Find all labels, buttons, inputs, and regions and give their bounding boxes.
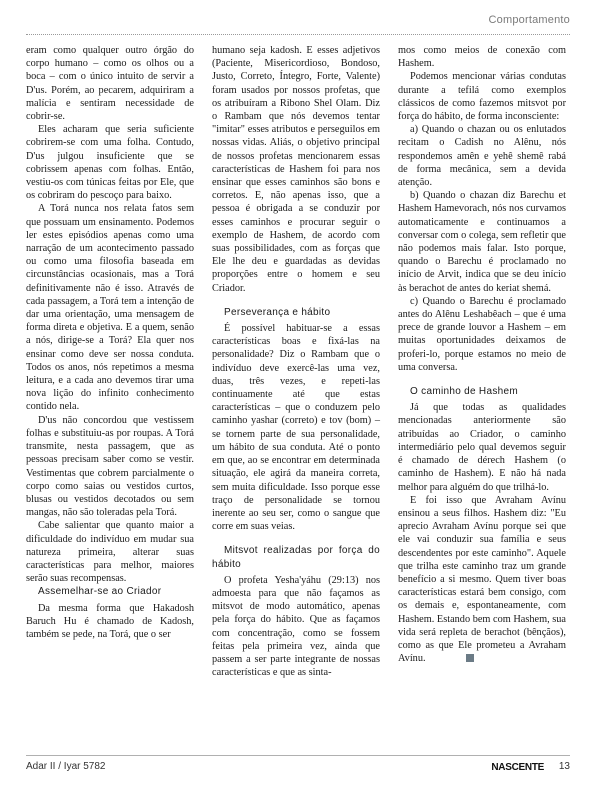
paragraph: eram como qualquer outro órgão do corpo humano – como os olhos ou a boca – com o único intuito de servir a D'us. Porém, ao pecarem, adquiriram a malícia e sentiram necessidade de cobrir-se. <box>26 45 194 123</box>
magazine-logo: NASCENTE <box>491 762 544 773</box>
issue-label: Adar II / Iyar 5782 <box>26 761 106 772</box>
column-3 <box>398 44 566 665</box>
paragraph: Cabe salientar que quanto maior a dificuldade do indivíduo em mudar sua natureza primeira, alterar suas características para melhor, maiores serão suas recompensas. <box>26 520 194 585</box>
paragraph: Podemos mencionar várias condutas durante a tefilá como exemplos clássicos de como fazemos mitsvot por força do hábito, de forma inconsciente: <box>398 71 566 123</box>
paragraph: A Torá nunca nos relata fatos sem que possuam um ensinamento. Podemos ler estes episódios apenas como uma narração de um acontecimento passado ou como uma filosofia baseada em circunstâncias ocasionais, mas a Torá definitivamente não é isso. Através de cada passagem, a Torá tem a intenção de dar uma orientação, uma mensagem de forma direta e objetiva. E a quem, senão a nós, dirige-se a Torá? Ela quer nos ensinar como deve ser nossa conduta. Todos os anos, nós repetimos a mesma leitura, e a cada ano devemos tirar uma nova lição do infinito conhecimento contido nela. <box>26 203 194 413</box>
column-2 <box>212 44 380 679</box>
paragraph: O profeta Yesha'yáhu (29:13) nos admoesta para que não façamos as mitsvot de modo automático, apenas pela força do hábito. Que as façamos com concentração, como se fossem feitas pela primeira vez, ainda que passem a ser parte integrante de nossas características e que as sinta- <box>212 574 380 679</box>
footer-divider <box>26 755 570 756</box>
subheading: O caminho de Hashem <box>410 386 518 398</box>
paragraph <box>398 494 566 666</box>
paragraph: a) Quando o chazan ou os enlutados recitam o Cadish no Alênu, nós respondemos amên e yehê shemê rabá de forma mecânica, sem a devida atenção. <box>398 124 566 189</box>
paragraph: b) Quando o chazan diz Barechu et Hashem Hamevorach, nós nos curvamos automaticamente e continuamos a conversar com o colega, sem refletir que não podemos mais falar. Isto porque, quando o Barechu é proclamado no início de Arvit, indica que se deu início às berachot de antes do keriat shemá. <box>398 190 566 294</box>
paragraph: É possível habituar-se a essas características boas e fixá-las na personalidade? Diz o Rambam que o indivíduo deve exercê-las uma vez, duas, três vezes, e repeti-las continuamente até que estas características – que o conduzem pelo caminho yashar (correto) e tov (bom) – se tornem parte de sua personalidade, um hábito de sua conduta. Até o ponto em que, ao se encontrar em determinada situação, ele agirá da maneira correta, sem muita dificuldade. Isso porque esse traço de personalidade se tornou inerente ao seu ser, como o sangue que corre em suas veias. <box>212 323 380 533</box>
paragraph: humano seja kadosh. E esses adjetivos (Paciente, Misericordioso, Bondoso, Justo, Correto, Íntegro, Forte, Valente) foram usados por nossos profetas, que os atribuíram a Ribono Shel Olam. Diz o Rambam que nós devemos tentar "imitar" esses atributos e perseguilos em nossas vidas. Aliás, o objetivo principal de nossos profetas mencionarem essas características de Hashem foi para nos ensinar que esses caminhos são bons e corretos. E, não apenas isso, que a pessoa é obrigada a se conduzir por esses caminhos e procurar seguir o exemplo de Hashem, de acordo com suas possibilidades, com as forças que Ele lhe deu e guardadas as devidas proporções entre o homem e seu Criador. <box>212 45 380 294</box>
paragraph: Já que todas as qualidades mencionadas anteriormente são atribuídas ao Criador, o caminho intermediário pelo qual devemos seguir é chamado de dérech Hashem (o caminho de Hashem). E não há nada melhor para alguém do que trilhá-lo. <box>398 402 566 493</box>
page-number: 13 <box>558 761 570 772</box>
paragraph: c) Quando o Barechu é proclamado antes do Alênu Leshabêach – que é uma prece de grande louvor a Hashem – em muitas oportunidades deixamos de proferi-lo, porque estamos no meio de uma conversa. <box>398 295 566 373</box>
paragraph-text: E foi isso que Avraham Avínu ensinou a seus filhos. Hashem diz: "Eu aprecio Avraham Avínu porque sei que ele vai conduzir sua família e seus descendentes por este caminho". Aquele que trilha este caminho traz um grande benefício a si mesmo. Quem tiver boas características estará bem consigo, com os demais e, espontaneamente, com Hashem. Estando bem com Hashem, sua vida será repleta de berachot (bênçãos), como as que Ele prometeu a Avraham Avínu. <box>398 494 566 665</box>
column-1 <box>26 44 194 641</box>
paragraph: Da mesma forma que Hakadosh Baruch Hu é chamado de Kadosh, também se pede, na Torá, que o ser <box>26 602 194 640</box>
end-of-article-mark <box>466 654 474 662</box>
subheading: Assemelhar-se ao Criador <box>38 586 162 598</box>
subheading: Perseverança e hábito <box>224 306 331 318</box>
paragraph: mos como meios de conexão com Hashem. <box>398 45 566 70</box>
header-divider <box>26 34 570 35</box>
subheading: Mitsvot realizadas por força do hábito <box>212 545 380 570</box>
section-label: Comportamento <box>488 14 570 26</box>
paragraph: D'us não concordou que vestissem folhas e substituiu-as por roupas. A Torá transmite, nesta passagem, que as pessoas precisam saber como se vestir. Vestimentas que cobrem parcialmente o corpo como saias ou vestidos curtos, blusas ou vestidos decotados ou sem mangas, não são toleradas pela Torá. <box>26 414 194 519</box>
paragraph: Eles acharam que seria suficiente cobrirem-se com uma folha. Contudo, D'us julgou insuficiente que se cobrissem apenas com folhas. Então, vestiu-os com túnicas feitas por Ele, que os cobriram do pescoço para baixo. <box>26 124 194 202</box>
